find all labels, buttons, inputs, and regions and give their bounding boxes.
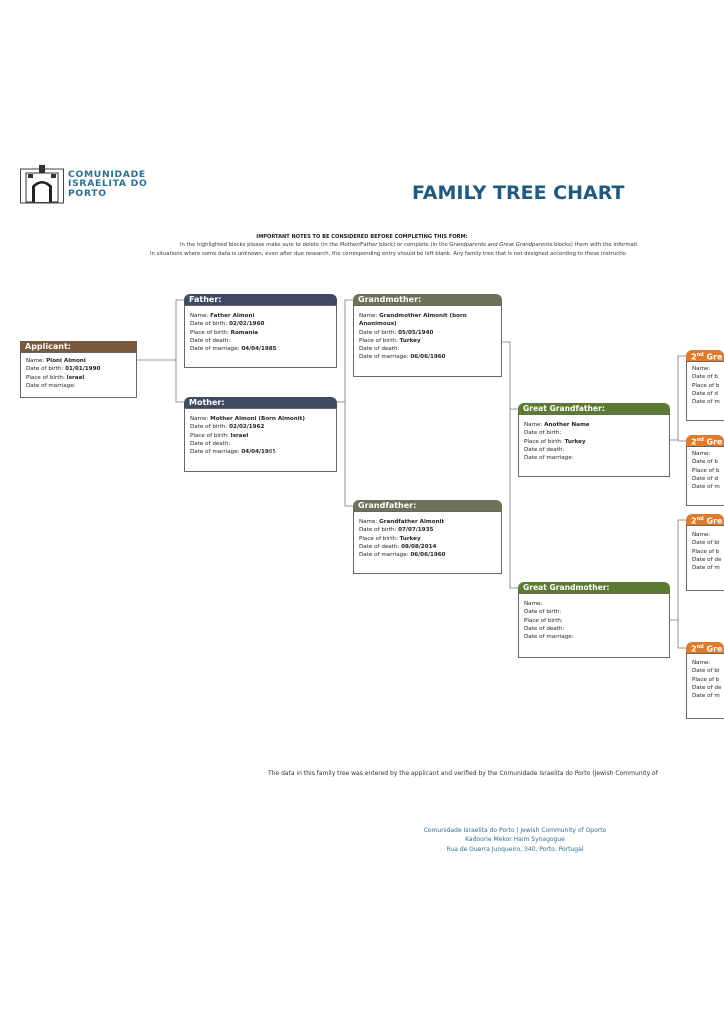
great-grandmother-header: Great Grandmother: xyxy=(518,582,670,593)
great-grandfather-name: Another Name xyxy=(544,422,590,428)
second-great-details-2: Name: Date of b Place of b Date of d Date of m xyxy=(686,446,724,506)
great-grandfather-box xyxy=(518,403,670,477)
page-title: FAMILY TREE CHART xyxy=(412,182,625,204)
note-line-2: In situations where some data is unknown, even after due research, the corresponding entry should be left blank. Any family tree that is not designed according to these instructio xyxy=(150,251,626,257)
address-block: Comunidade Israelita do Porto | Jewish Community of Oporto Kadoorie Mekor Haim Synagogue Rua de Guerra Junqueiro, 340, Porto, Portugal xyxy=(423,827,607,853)
second-great-details-1: Name: Date of b Place of b Date of d Date of m xyxy=(686,361,724,421)
grandmother-name: Grandmother Almonit (born xyxy=(379,313,467,319)
grandmother-header: Grandmother: xyxy=(353,294,502,305)
verification-note: The data in this family tree was entered by the applicant and verified by the Comunidade Israelita do Porto (Jewish Community of xyxy=(268,770,658,777)
father-box xyxy=(184,294,337,368)
second-great-header-1: 2nd Gre xyxy=(686,350,724,361)
great-grandfather-header: Great Grandfather: xyxy=(518,403,670,414)
applicant-header: Applicant: xyxy=(20,341,137,352)
second-great-box-2 xyxy=(686,435,724,506)
great-grandmother-box xyxy=(518,582,670,658)
second-great-box-3 xyxy=(686,514,724,591)
grandmother-details: Name: Grandmother Almonit (born Anonimous) Date of birth: 05/05/1940 Place of birth: Turkey Date of death: Date of marriage: 06/06/1960 xyxy=(353,305,502,377)
applicant-box xyxy=(20,341,137,398)
great-grandmother-details: Name: Date of birth: Place of birth: Date of death: Date of marriage: xyxy=(518,593,670,658)
great-grandfather-details: Name: Another Name Date of birth: Place of birth: Turkey Date of death: Date of marriage: xyxy=(518,414,670,477)
father-name: Father Almoni xyxy=(210,313,255,319)
second-great-box-1 xyxy=(686,350,724,421)
applicant-name: Ploni Almoni xyxy=(46,358,86,364)
second-great-header-3: 2nd Gre xyxy=(686,514,724,525)
second-great-details-4: Name: Date of bi Place of b Date of de Date of m xyxy=(686,653,724,719)
second-great-details-3: Name: Date of bi Place of b Date of de Date of m xyxy=(686,525,724,591)
mother-details: Name: Mother Almoni (Born Almonit) Date of birth: 02/02/1962 Place of birth: Israel Date of death: Date of marriage: 04/04/1985 xyxy=(184,408,337,472)
grandfather-name: Grandfather Almonit xyxy=(379,519,445,525)
grandmother-box xyxy=(353,294,502,377)
grandfather-details: Name: Grandfather Almonit Date of birth: 07/07/1935 Place of birth: Turkey Date of death: 08/08/2014 Date of marriage: 06/06/1960 xyxy=(353,511,502,574)
second-great-box-4 xyxy=(686,642,724,719)
note-line-1: In the highlighted blocks please make sure to delete (in the Mother/Father block) or complete (in the Grandparents and Great Grandparents blocks) them with the informati xyxy=(180,242,638,248)
grandfather-header: Grandfather: xyxy=(353,500,502,511)
notes-heading: IMPORTANT NOTES TO BE CONSIDERED BEFORE COMPLETING THIS FORM: xyxy=(256,234,468,240)
mother-name: Mother Almoni (Born Almonit) xyxy=(210,416,305,422)
mother-box xyxy=(184,397,337,472)
community-logo-text: COMUNIDADE ISRAELITA DO PORTO xyxy=(68,169,148,199)
father-header: Father: xyxy=(184,294,337,305)
second-great-header-4: 2nd Gre xyxy=(686,642,724,653)
mother-header: Mother: xyxy=(184,397,337,408)
applicant-details: Name: Ploni Almoni Date of birth: 01/01/1990 Place of birth: Israel Date of marriage: xyxy=(20,352,137,398)
second-great-header-2: 2nd Gre xyxy=(686,435,724,446)
grandfather-box xyxy=(353,500,502,574)
father-details: Name: Father Almoni Date of birth: 02/02/1960 Place of birth: Romania Date of death: Date of marriage: 04/04/1985 xyxy=(184,305,337,368)
